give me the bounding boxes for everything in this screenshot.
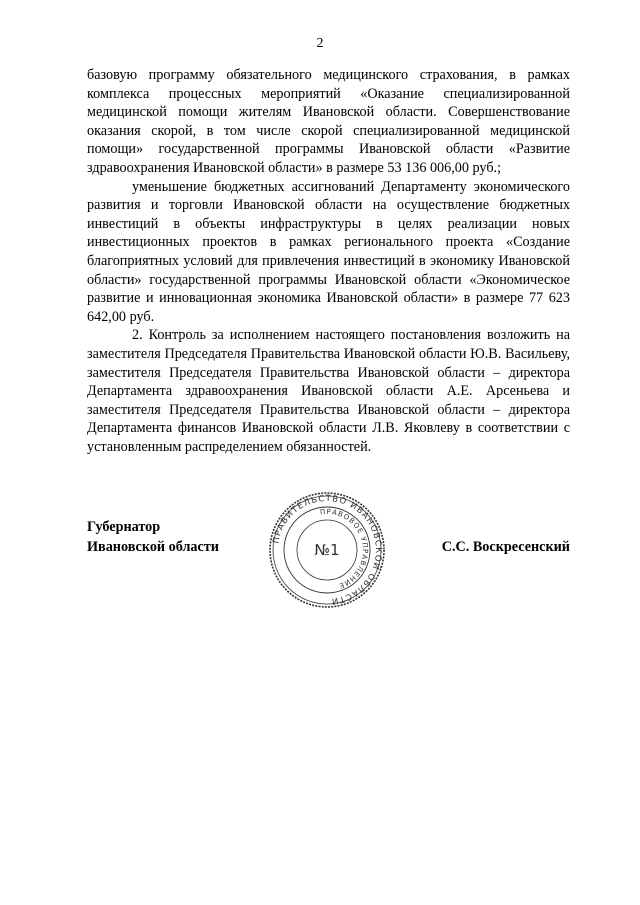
svg-text:№1: №1 — [314, 541, 340, 559]
svg-text:ПРАВОВОЕ УПРАВЛЕНИЕ: ПРАВОВОЕ УПРАВЛЕНИЕ — [319, 507, 370, 590]
paragraph-healthcare-increase: базовую программу обязательного медицинского страхования, в рамках комплекса процессных мероприятий «Оказание специализированной медицинской помощи жителям Ивановской области. Совершенствование оказания скорой, в том числе скорой специализированной медицинской помощи» государственной программы Ивановской области «Развитие здравоохранения Ивановской области» в размере 53 136 006,00 руб.; — [87, 67, 570, 176]
signature-block — [87, 493, 570, 620]
paragraph-control-clause: 2. Контроль за исполнением настоящего постановления возложить на заместителя Председателя Правительства Ивановской области Ю.В. Васильеву, заместителя Председателя Правительства Ивановской области – директора Департамента здравоохранения Ивановской области А.Е. Арсеньева и заместителя Председателя Правительства Ивановской области – директора Департамента финансов Ивановской области Л.В. Яковлеву в соответствии с установленным распределением обязанностей. — [87, 327, 570, 455]
official-seal-stamp — [267, 490, 387, 610]
svg-text:ПРАВИТЕЛЬСТВО ИВАНОВСКОЙ ОБЛАС: ПРАВИТЕЛЬСТВО ИВАНОВСКОЙ ОБЛАСТИ — [271, 493, 384, 606]
signer-name: С.С. Воскресенский — [441, 539, 570, 555]
signer-position-line1: Губернатор — [87, 519, 161, 535]
signer-position-line2: Ивановской области — [87, 539, 219, 555]
paragraph-economic-decrease: уменьшение бюджетных ассигнований Департаменту экономического развития и торговли Ивановской области на осуществление бюджетных инвестиций в объекты инфраструктуры в целях реализации новых инвестиционных проектов в рамках регионального проекта «Создание благоприятных условий для привлечения инвестиций в экономику Ивановской области» государственной программы Ивановской области «Экономическое развитие и инновационная экономика Ивановской области» в размере 77 623 642,00 руб. — [87, 178, 570, 325]
seal-graphic — [267, 490, 387, 610]
signer-position — [87, 517, 219, 557]
document-body — [87, 66, 570, 456]
page-number: 2 — [316, 36, 324, 51]
